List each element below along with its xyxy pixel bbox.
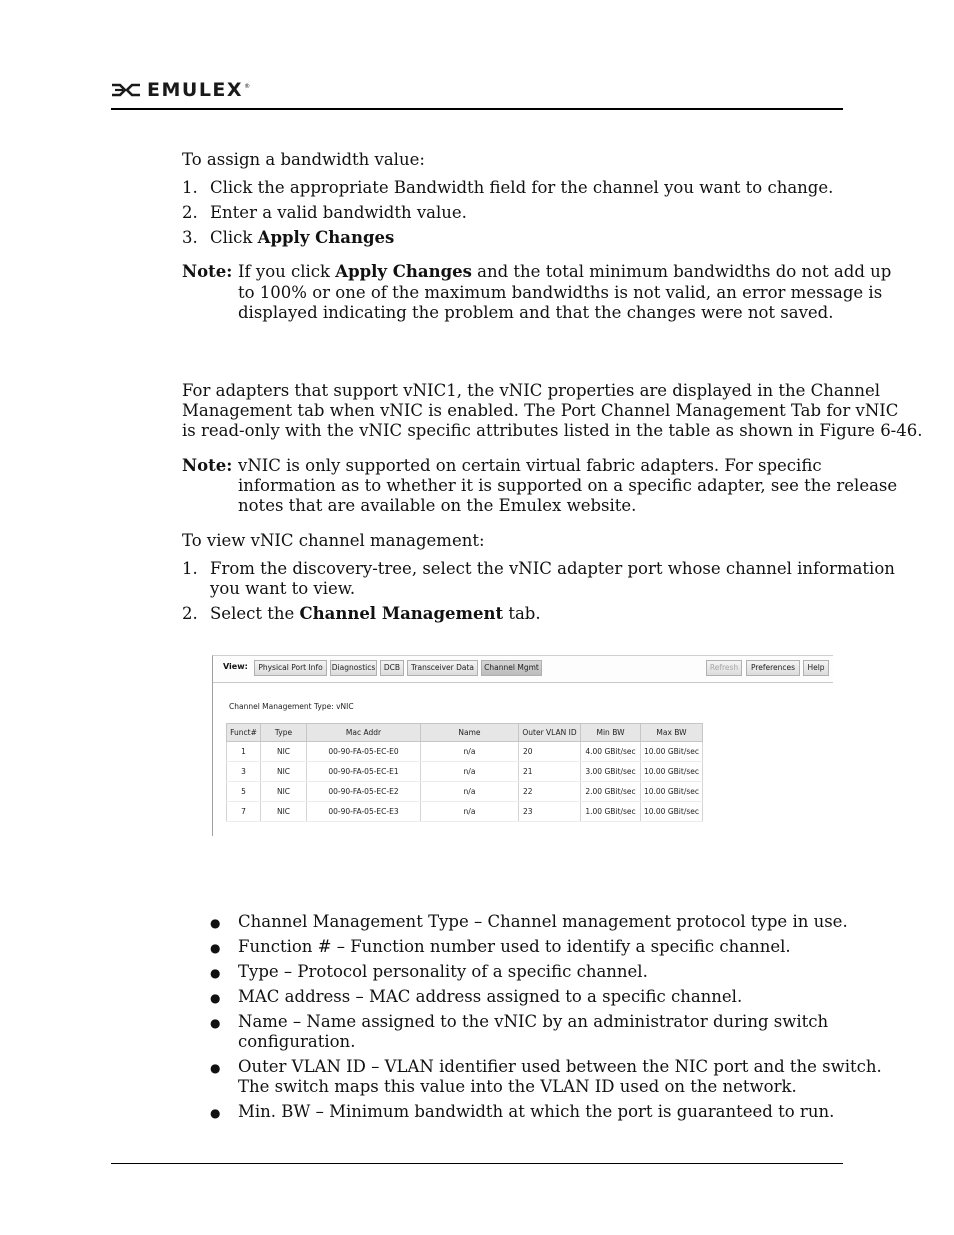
note-line: If you click Apply Changes and the total minimum bandwidths do not add up xyxy=(238,262,892,281)
cell-funct: 1 xyxy=(227,742,261,762)
paragraph-line: is read-only with the vNIC specific attributes listed in the table as shown in Figure 6-46. xyxy=(182,421,923,440)
cell-outer-vlan-id: 23 xyxy=(519,802,581,822)
list-item-text: MAC address – MAC address assigned to a specific channel. xyxy=(238,987,743,1006)
column-header[interactable]: Mac Addr xyxy=(307,724,421,742)
column-header[interactable]: Funct# xyxy=(227,724,261,742)
list-item-text: Min. BW – Minimum bandwidth at which the port is guaranteed to run. xyxy=(238,1102,835,1121)
cell-max-bw: 10.00 GBit/sec xyxy=(641,762,703,782)
cell-min-bw: 3.00 GBit/sec xyxy=(581,762,641,782)
cell-name: n/a xyxy=(421,802,519,822)
tab-physical-port-info[interactable]: Physical Port Info xyxy=(254,660,327,676)
step-text: From the discovery-tree, select the vNIC adapter port whose channel information xyxy=(210,559,895,578)
note-line: vNIC is only supported on certain virtual fabric adapters. For specific xyxy=(238,456,822,475)
cell-outer-vlan-id: 22 xyxy=(519,782,581,802)
step-text: Click the appropriate Bandwidth field for the channel you want to change. xyxy=(210,178,834,197)
paragraph-line: Management tab when vNIC is enabled. The Port Channel Management Tab for vNIC xyxy=(182,401,899,420)
bullet-icon: ● xyxy=(210,1061,221,1075)
list-item-text: Name – Name assigned to the vNIC by an administrator during switch xyxy=(238,1012,829,1031)
step-text: Enter a valid bandwidth value. xyxy=(210,203,467,222)
list-item-text: Function # – Function number used to identify a specific channel. xyxy=(238,937,791,956)
footer-rule xyxy=(111,1163,843,1164)
list-item-text: Channel Management Type – Channel management protocol type in use. xyxy=(238,912,848,931)
list-item-text: Outer VLAN ID – VLAN identifier used between the NIC port and the switch. xyxy=(238,1057,882,1076)
bullet-icon: ● xyxy=(210,1106,221,1120)
step-number: 2. xyxy=(182,203,198,222)
cell-type: NIC xyxy=(261,782,307,802)
cell-type: NIC xyxy=(261,802,307,822)
emulex-logo xyxy=(111,80,250,100)
cell-outer-vlan-id: 20 xyxy=(519,742,581,762)
cell-max-bw: 10.00 GBit/sec xyxy=(641,782,703,802)
logo-text: EMULEX xyxy=(147,79,244,101)
cell-funct: 3 xyxy=(227,762,261,782)
channel-management-emphasis: Channel Management xyxy=(299,604,504,623)
tab-channel-mgmt[interactable]: Channel Mgmt xyxy=(481,660,542,676)
cell-mac-addr: 00-90-FA-05-EC-E3 xyxy=(307,802,421,822)
note-line: information as to whether it is supported on a specific adapter, see the release xyxy=(238,476,898,495)
note-line: to 100% or one of the maximum bandwidths is not valid, an error message is xyxy=(238,283,883,302)
step-number: 1. xyxy=(182,559,198,578)
note-label: Note: xyxy=(182,456,233,475)
list-item-text: The switch maps this value into the VLAN ID used on the network. xyxy=(238,1077,797,1096)
cell-type: NIC xyxy=(261,762,307,782)
column-header[interactable]: Outer VLAN ID xyxy=(519,724,581,742)
note-label: Note: xyxy=(182,262,233,281)
cell-mac-addr: 00-90-FA-05-EC-E2 xyxy=(307,782,421,802)
column-header[interactable]: Min BW xyxy=(581,724,641,742)
cell-min-bw: 2.00 GBit/sec xyxy=(581,782,641,802)
tab-transceiver-data[interactable]: Transceiver Data xyxy=(407,660,478,676)
column-header[interactable]: Type xyxy=(261,724,307,742)
header-rule xyxy=(111,108,843,110)
cell-min-bw: 1.00 GBit/sec xyxy=(581,802,641,822)
cell-max-bw: 10.00 GBit/sec xyxy=(641,802,703,822)
tab-dcb[interactable]: DCB xyxy=(380,660,404,676)
cell-outer-vlan-id: 21 xyxy=(519,762,581,782)
bullet-icon: ● xyxy=(210,916,221,930)
step-number: 2. xyxy=(182,604,198,623)
table-row[interactable] xyxy=(227,782,703,802)
column-header[interactable]: Name xyxy=(421,724,519,742)
column-header[interactable]: Max BW xyxy=(641,724,703,742)
table-row[interactable] xyxy=(227,762,703,782)
cell-name: n/a xyxy=(421,782,519,802)
bullet-icon: ● xyxy=(210,941,221,955)
list-item-text: configuration. xyxy=(238,1032,356,1051)
cell-funct: 5 xyxy=(227,782,261,802)
step-number: 1. xyxy=(182,178,198,197)
intro-text-2: To view vNIC channel management: xyxy=(182,531,485,550)
apply-changes-emphasis: Apply Changes xyxy=(257,228,395,247)
refresh-button[interactable]: Refresh xyxy=(706,660,742,676)
cell-min-bw: 4.00 GBit/sec xyxy=(581,742,641,762)
bullet-icon: ● xyxy=(210,991,221,1005)
cell-mac-addr: 00-90-FA-05-EC-E1 xyxy=(307,762,421,782)
note-line: notes that are available on the Emulex website. xyxy=(238,496,637,515)
step-number: 3. xyxy=(182,228,198,247)
view-toolbar xyxy=(213,656,833,683)
bullet-icon: ● xyxy=(210,966,221,980)
channel-management-screenshot xyxy=(212,655,833,836)
preferences-button[interactable]: Preferences xyxy=(746,660,800,676)
tab-diagnostics[interactable]: Diagnostics xyxy=(330,660,377,676)
table-row[interactable] xyxy=(227,742,703,762)
note-line: displayed indicating the problem and that the changes were not saved. xyxy=(238,303,834,322)
view-label: View: xyxy=(223,662,248,671)
channel-management-type: Channel Management Type: vNIC xyxy=(229,702,354,711)
step-text: Select the Channel Management tab. xyxy=(210,604,541,623)
list-item-text: Type – Protocol personality of a specific channel. xyxy=(238,962,648,981)
step-text-continued: you want to view. xyxy=(210,579,356,598)
cell-name: n/a xyxy=(421,762,519,782)
step-text: Click Apply Changes xyxy=(210,228,395,247)
emulex-logo-icon xyxy=(111,82,141,98)
cell-funct: 7 xyxy=(227,802,261,822)
bullet-icon: ● xyxy=(210,1016,221,1030)
cell-mac-addr: 00-90-FA-05-EC-E0 xyxy=(307,742,421,762)
cell-type: NIC xyxy=(261,742,307,762)
help-button[interactable]: Help xyxy=(803,660,829,676)
intro-text: To assign a bandwidth value: xyxy=(182,150,425,169)
channel-table xyxy=(226,723,703,822)
paragraph-line: For adapters that support vNIC1, the vNIC properties are displayed in the Channel xyxy=(182,381,880,400)
logo-trademark: ® xyxy=(244,82,251,90)
cell-max-bw: 10.00 GBit/sec xyxy=(641,742,703,762)
table-row[interactable] xyxy=(227,802,703,822)
cell-name: n/a xyxy=(421,742,519,762)
table-header-row xyxy=(227,724,703,742)
